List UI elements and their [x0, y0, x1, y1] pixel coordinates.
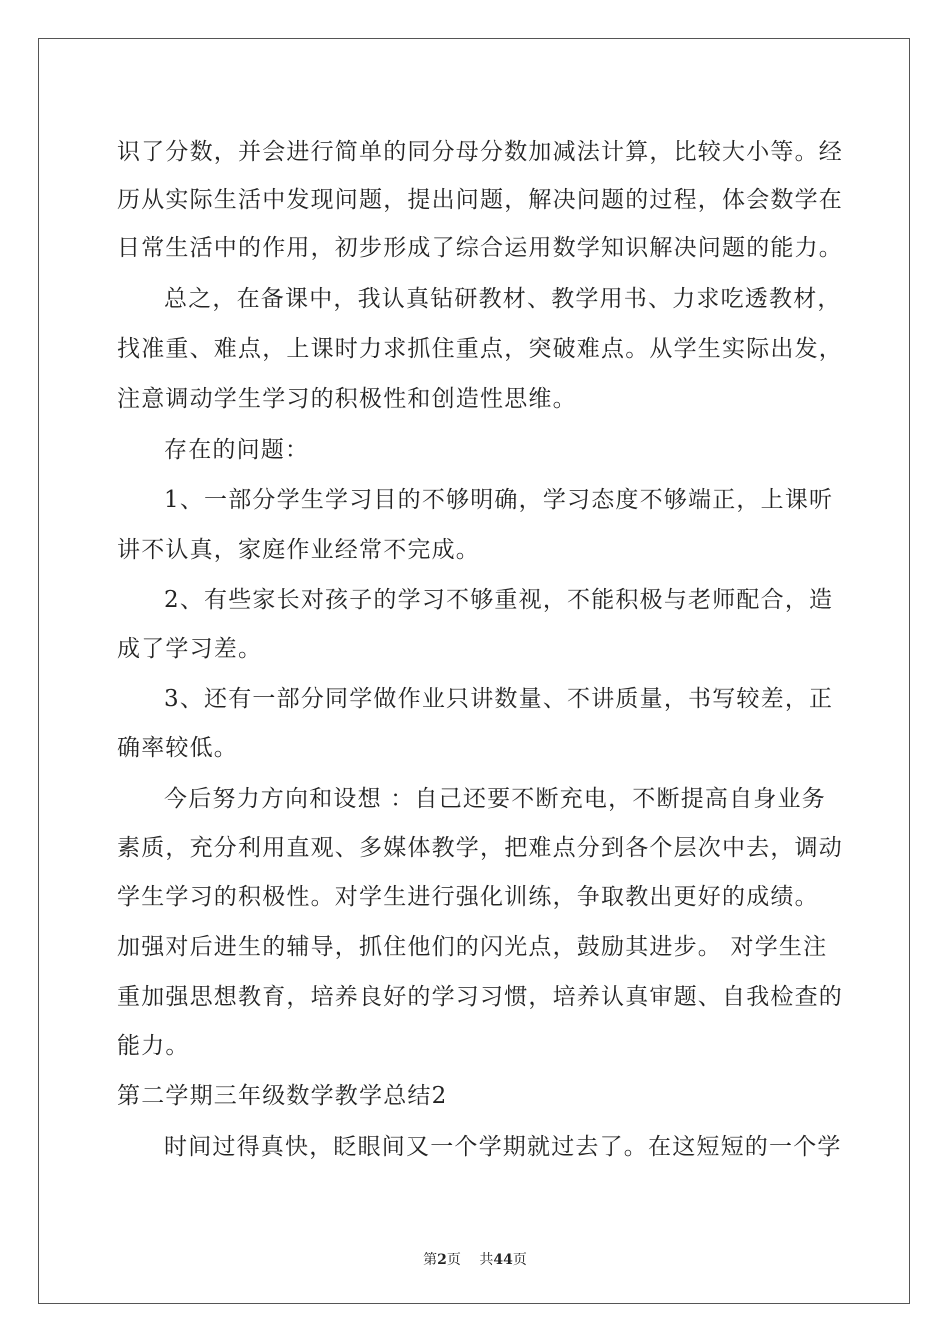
- body-line-14: 今后努力方向和设想 ：自己还要不断充电，不断提高自身业务: [164, 786, 826, 812]
- footer-mid: 页 共: [446, 1252, 494, 1268]
- current-page-number: 2: [437, 1252, 447, 1268]
- body-line-2: 历从实际生活中发现问题，提出问题，解决问题的过程，体会数学在: [117, 187, 843, 213]
- body-line-11: 成了学习差。: [117, 636, 263, 662]
- body-line-5: 找准重、难点，上课时力求抓住重点，突破难点。从学生实际出发，: [117, 336, 843, 362]
- total-page-count: 44: [493, 1252, 513, 1268]
- footer-prefix: 第: [423, 1252, 438, 1268]
- body-line-10: 2、有些家长对孩子的学习不够重视，不能积极与老师配合，造: [164, 587, 834, 613]
- body-line-18: 重加强思想教育，培养良好的学习习惯，培养认真审题、自我检查的: [117, 984, 843, 1010]
- body-line-9: 讲不认真，家庭作业经常不完成。: [117, 537, 480, 563]
- page-footer: [0, 1251, 950, 1269]
- body-line-6: 注意调动学生学习的积极性和创造性思维。: [117, 386, 577, 412]
- body-line-19: 能力。: [117, 1033, 190, 1059]
- body-line-15: 素质，充分利用直观、多媒体教学，把难点分到各个层次中去，调动: [117, 835, 843, 861]
- body-line-1: 识了分数，并会进行简单的同分母分数加减法计算，比较大小等。经: [117, 139, 843, 165]
- body-line-17: 加强对后进生的辅导，抓住他们的闪光点，鼓励其进步。 对学生注: [117, 934, 828, 960]
- body-line-3: 日常生活中的作用，初步形成了综合运用数学知识解决问题的能力。: [117, 235, 843, 261]
- body-line-13: 确率较低。: [117, 735, 238, 761]
- section-title: 第二学期三年级数学教学总结2: [117, 1083, 448, 1109]
- body-line-16: 学生学习的积极性。对学生进行强化训练，争取教出更好的成绩。: [117, 884, 819, 910]
- page-border: [38, 38, 910, 1304]
- section-heading-problems: 存在的问题：: [164, 437, 310, 463]
- body-line-12: 3、还有一部分同学做作业只讲数量、不讲质量，书写较差，正: [164, 686, 834, 712]
- footer-suffix: 页: [512, 1252, 527, 1268]
- body-line-4: 总之，在备课中，我认真钻研教材、教学用书、力求吃透教材，: [164, 286, 842, 312]
- body-line-8: 1、一部分学生学习目的不够明确，学习态度不够端正，上课听: [164, 487, 834, 513]
- body-line-21: 时间过得真快，眨眼间又一个学期就过去了。在这短短的一个学: [164, 1134, 842, 1160]
